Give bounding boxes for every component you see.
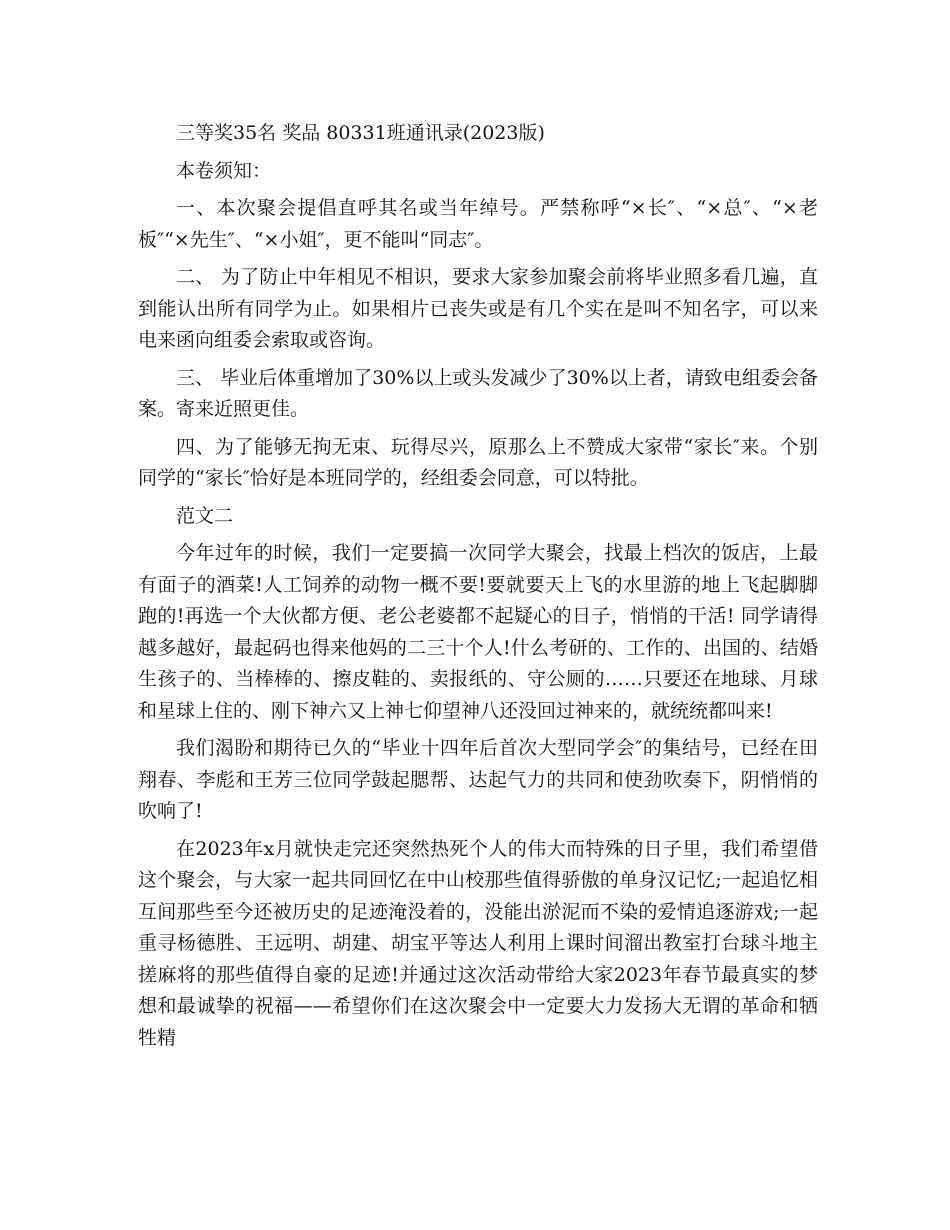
document-title-line: 三等奖35名 奖品 80331班通讯录(2023版) xyxy=(176,122,545,144)
section-heading-sample-2: 范文二 xyxy=(176,504,234,527)
notice-item-2: 二、 为了防止中年相见不相识，要求大家参加聚会前将毕业照多看几遍，直到能认出所有同学为止。如果相片已丧失或是有几个实在是叫不知名字，可以来电来函向组委会索取或咨询。 xyxy=(138,266,818,351)
document-body xyxy=(138,118,818,1060)
body-paragraph-2: 我们渴盼和期待已久的“毕业十四年后首次大型同学会″的集结号，已经在田翔春、李彪和王芳三位同学鼓起腮帮、达起气力的共同和使劲吹奏下，阴悄悄的吹响了! xyxy=(138,737,818,822)
body-paragraph-3: 在2023年x月就快走完还突然热死个人的伟大而特殊的日子里，我们希望借这个聚会，与大家一起共同回忆在中山校那些值得骄傲的单身汉记忆;一起追忆相互间那些至今还被历史的足迹淹没着的，没能出淤泥而不染的爱情追逐游戏;一起重寻杨德胜、王远明、胡建、胡宝平等达人利用上课时间溜出教室打台球斗地主搓麻将的那些值得自豪的足迹!并通过这次活动带给大家2023年春节最真实的梦想和最诚挚的祝福——希望你们在这次聚会中一定要大力发扬大无谓的革命和牺牲精 xyxy=(138,837,818,1049)
notice-item-4: 四、为了能够无拘无束、玩得尽兴，原那么上不赞成大家带“家长″来。个别同学的“家长″恰好是本班同学的，经组委会同意，可以特批。 xyxy=(138,435,818,489)
body-paragraph-1: 今年过年的时候，我们一定要搞一次同学大聚会，找最上档次的饭店，上最有面子的酒菜!人工饲养的动物一概不要!要就要天上飞的水里游的地上飞起脚脚跑的!再选一个大伙都方便、老公老婆都不起疑心的日子，悄悄的干活! 同学请得越多越好，最起码也得来他妈的二三十个人!什么考研的、工作的、出国的、结婚生孩子的、当棒棒的、擦皮鞋的、卖报纸的、守公厕的……只要还在地球、月球和星球上住的、刚下神六又上神七仰望神八还没回过神来的，就统统都叫来! xyxy=(138,542,818,722)
notice-item-3: 三、 毕业后体重增加了30%以上或头发减少了30%以上者，请致电组委会备案。寄来近照更佳。 xyxy=(138,366,818,420)
notice-item-1: 一、本次聚会提倡直呼其名或当年绰号。严禁称呼“×长″、“×总″、“×老板″“×先生″、“×小姐″，更不能叫“同志″。 xyxy=(138,197,818,251)
notice-heading: 本卷须知： xyxy=(176,159,272,182)
